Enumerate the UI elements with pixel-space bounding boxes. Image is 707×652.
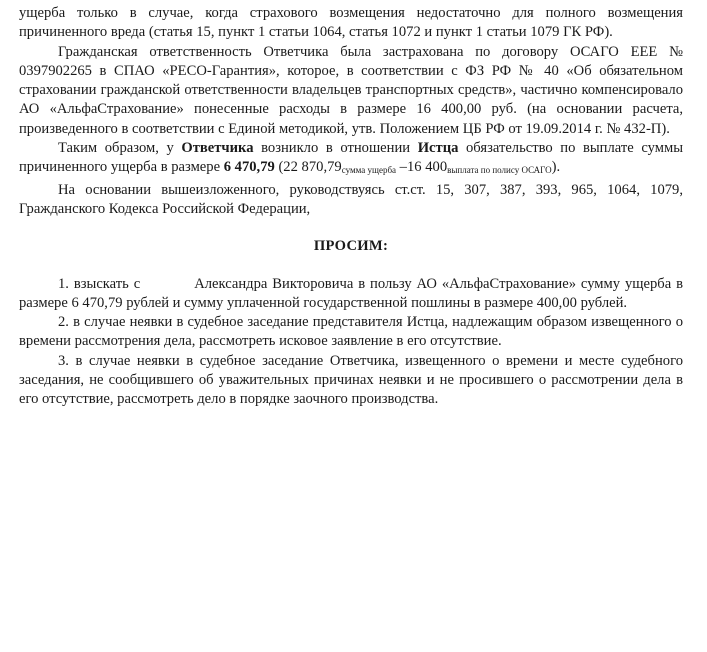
request-item-3: 3. в случае неявки в судебное заседание Ответчика, извещенного о времени и месте судебного заседания, не сообщившего об уважительных причинах неявки и не просившего о рассмотрении дела в его отсутствие, рассмотреть дело в порядке заочного производства. <box>19 352 683 408</box>
document-body <box>19 4 683 410</box>
calc-subscript-payment: выплата по полису ОСАГО <box>447 165 552 176</box>
request-item-1-rest: Александра Викторовича в пользу АО «АльфаСтрахование» сумму ущерба в размере 6 470,79 рублей и сумму уплаченной государственной пошлины в размере 400,00 рублей. <box>19 275 684 311</box>
request-item-1 <box>19 275 683 314</box>
paragraph-damages-rule: ущерба только в случае, когда страхового возмещения недостаточно для полного возмещения причиненного вреда (статья 15, пункт 1 статьи 1064, статья 1072 и пункт 1 статьи 1079 ГК РФ). <box>19 5 683 41</box>
request-heading: ПРОСИМ: <box>313 238 389 255</box>
obligation-text-3: обязательство по выплате суммы причиненного ущерба в размере <box>19 140 683 176</box>
claim-amount: 6 470,79 <box>223 159 275 176</box>
obligation-text-1: Таким образом, у <box>58 140 182 157</box>
calc-open: (22 870,79 <box>274 159 342 176</box>
paragraph-legal-basis: На основании вышеизложенного, руководствуясь ст.ст. 15, 307, 387, 393, 965, 1064, 1079, Гражданского Кодекса Российской Федерации, <box>19 181 683 217</box>
calc-minus: –16 400 <box>396 159 448 176</box>
paragraph-insurance: Гражданская ответственность Ответчика была застрахована по договору ОСАГО ЕЕЕ № 0397902265 в СПАО «РЕСО-Гарантия», которое, в соответствии с ФЗ РФ № 40 «Об обязательном страховании гражданской ответственности владельцев транспортных средств», частично компенсировало АО «АльфаСтрахование» понесенные расходы в размере 16 400,00 руб. (на основании расчета, произведенного в соответствии с Единой методикой, утв. Положением ЦБ РФ от 19.09.2014 г. № 432-П). <box>19 43 683 137</box>
request-item-1-start: 1. взыскать с <box>58 275 141 292</box>
calc-subscript-damage: сумма ущерба <box>341 165 397 176</box>
calc-close: ). <box>551 159 561 176</box>
request-item-2: 2. в случае неявки в судебное заседание представителя Истца, надлежащим образом извещенного о времени рассмотрения дела, рассмотреть исковое заявление в его отсутствие. <box>19 314 683 350</box>
obligation-text-2: возникло в отношении <box>253 140 418 157</box>
paragraph-obligation <box>19 139 683 181</box>
plaintiff-label: Истца <box>417 140 459 157</box>
defendant-label: Ответчика <box>181 140 254 157</box>
